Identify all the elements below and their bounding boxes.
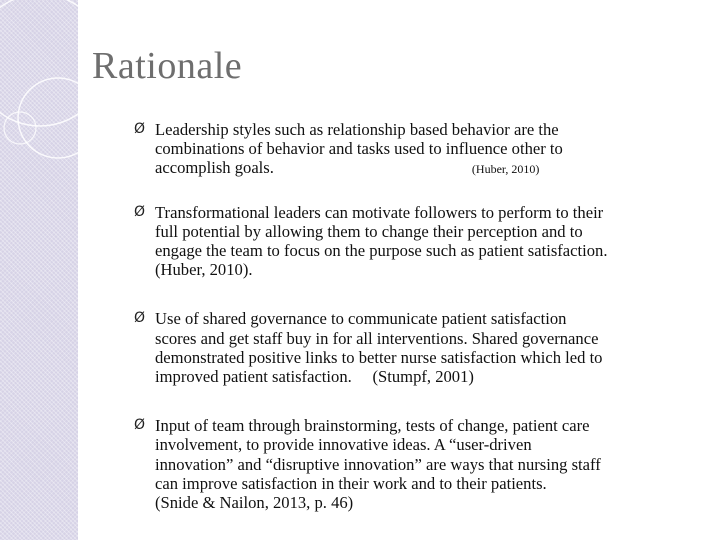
bullet-line: engage the team to focus on the purpose such as patient satisfaction. [155,241,608,261]
decorative-circles [0,0,140,220]
bullet-line: involvement, to provide innovative ideas. A “user-driven [155,435,532,455]
bullet-line: Input of team through brainstorming, tests of change, patient care [155,416,590,436]
bullet-line: innovation” and “disruptive innovation” are ways that nursing staff [155,454,601,474]
bullet-transformational-leaders [134,203,704,280]
bullet-line: scores and get staff buy in for all interventions. Shared governance [155,328,599,348]
bullet-line: demonstrated positive links to better nurse satisfaction which led to [155,347,603,367]
bullet-leadership-styles [134,120,704,180]
citation: (Huber, 2010) [471,162,540,177]
slide-title: Rationale [92,45,243,87]
bullet-line: (Snide & Nailon, 2013, p. 46) [155,493,354,513]
bullet-line [155,158,704,179]
bullet-line: improved patient satisfaction. (Stumpf, 2001) [155,367,474,387]
arrow-bullet-icon: Ø [134,203,146,220]
bullet-team-input [134,416,704,512]
bullet-line: Use of shared governance to communicate patient satisfaction [155,309,567,329]
bullet-line: can improve satisfaction in their work and to their patients. [155,473,547,493]
bullet-line: full potential by allowing them to change their perception and to [155,221,583,241]
arrow-bullet-icon: Ø [134,310,146,327]
bullet-line: combinations of behavior and tasks used to influence other to [155,139,563,159]
bullet-shared-governance [134,309,704,386]
bullet-line: (Huber, 2010). [155,260,253,280]
bullet-line: Leadership styles such as relationship based behavior are the [155,120,559,139]
bullet-list [134,120,704,512]
bullet-line-text: accomplish goals. [155,158,274,178]
arrow-bullet-icon: Ø [134,417,146,434]
arrow-bullet-icon: Ø [134,121,146,137]
bullet-line: Transformational leaders can motivate followers to perform to their [155,202,604,222]
